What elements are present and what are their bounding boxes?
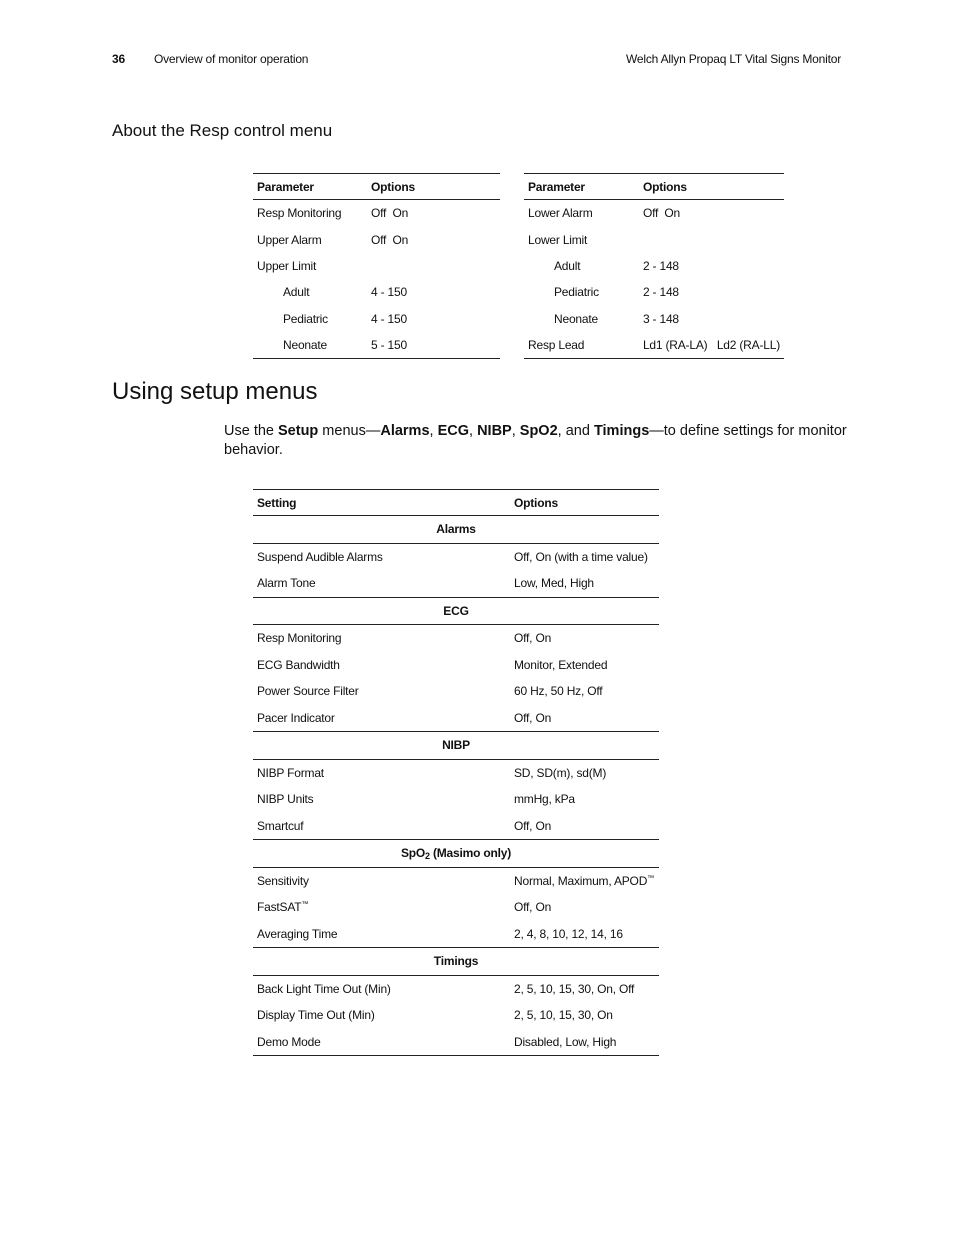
resp-menu-heading: About the Resp control menu xyxy=(112,121,333,140)
options-cell: Off On xyxy=(371,232,409,247)
options-cell: SD, SD(m), sd(M) xyxy=(514,765,607,780)
setting-cell: Power Source Filter xyxy=(257,684,359,699)
options-cell: Off On xyxy=(642,206,680,221)
intro-text: —to define settings for monitor behavior. xyxy=(224,423,847,458)
options-cell xyxy=(510,867,659,894)
intro-text: menus— xyxy=(318,423,381,439)
table-row xyxy=(253,543,659,570)
setup-menus-intro xyxy=(224,422,850,460)
column-header-options: Options xyxy=(639,174,784,200)
intro-spo2-term: SpO2 xyxy=(519,423,558,439)
table-row xyxy=(253,652,659,679)
intro-timings-term: Timings xyxy=(593,423,650,439)
intro-nibp-term: NIBP xyxy=(477,423,512,439)
options-cell: 2, 5, 10, 15, 30, On, Off xyxy=(514,981,635,996)
options-cell xyxy=(639,226,784,252)
table-row xyxy=(253,813,659,840)
setting-cell: Averaging Time xyxy=(257,926,338,941)
options-cell: 3 - 148 xyxy=(642,311,679,326)
setting-cell: Resp Monitoring xyxy=(257,631,342,646)
options-text: Normal, Maximum, APOD xyxy=(514,873,648,888)
section-title-timings: Timings xyxy=(253,948,659,976)
setup-menus-heading: Using setup menus xyxy=(112,378,318,405)
parameter-cell: Neonate xyxy=(554,311,598,326)
table-row xyxy=(253,200,500,227)
table-row xyxy=(253,1002,659,1029)
table-row xyxy=(524,253,784,279)
spo2-title-subscript: 2 xyxy=(425,850,430,861)
options-cell: 60 Hz, 50 Hz, Off xyxy=(514,684,603,699)
table-row xyxy=(524,200,784,227)
table-header-row xyxy=(253,174,500,200)
table-row xyxy=(253,226,500,252)
spo2-title-rest: (Masimo only) xyxy=(429,845,512,860)
resp-parameters-table-right xyxy=(524,173,784,359)
options-cell: Off, On xyxy=(514,900,552,915)
options-cell: 2, 5, 10, 15, 30, On xyxy=(514,1008,613,1023)
options-cell: Off, On (with a time value) xyxy=(514,549,648,564)
setting-cell: Back Light Time Out (Min) xyxy=(257,981,391,996)
table-row xyxy=(253,975,659,1002)
table-row xyxy=(253,279,500,305)
intro-text: , xyxy=(429,423,438,439)
parameter-cell: Upper Alarm xyxy=(257,232,322,247)
setting-cell: Alarm Tone xyxy=(257,576,316,591)
setting-cell: Smartcuf xyxy=(257,818,304,833)
intro-ecg-term: ECG xyxy=(437,423,469,439)
options-cell: 2, 4, 8, 10, 12, 14, 16 xyxy=(514,926,623,941)
options-cell: Off On xyxy=(371,206,409,221)
section-row-nibp xyxy=(253,732,659,760)
section-row-spo2 xyxy=(253,840,659,868)
table-row xyxy=(253,678,659,705)
table-row xyxy=(524,226,784,252)
table-row xyxy=(253,867,659,894)
column-header-parameter: Parameter xyxy=(524,174,639,200)
parameter-cell: Adult xyxy=(554,258,581,273)
intro-text: , xyxy=(469,423,478,439)
table-header-row xyxy=(524,174,784,200)
spo2-title-main: SpO xyxy=(400,845,426,860)
setting-cell: Suspend Audible Alarms xyxy=(257,549,383,564)
table-row xyxy=(253,1029,659,1056)
table-row xyxy=(524,306,784,332)
table-row xyxy=(253,921,659,948)
parameter-cell: Adult xyxy=(283,285,310,300)
setting-cell: ECG Bandwidth xyxy=(257,657,340,672)
parameter-cell: Lower Alarm xyxy=(528,206,593,221)
options-cell: 2 - 148 xyxy=(642,258,679,273)
column-header-options: Options xyxy=(510,490,659,516)
parameter-cell: Upper Limit xyxy=(257,258,317,273)
options-cell: Disabled, Low, High xyxy=(510,1029,659,1056)
parameter-cell: Resp Monitoring xyxy=(257,206,342,221)
table-row xyxy=(524,332,784,359)
options-cell: Off, On xyxy=(514,710,552,725)
table-row xyxy=(253,332,500,359)
setting-cell: Display Time Out (Min) xyxy=(257,1008,375,1023)
column-header-setting: Setting xyxy=(253,490,510,516)
section-row-alarms xyxy=(253,516,659,544)
options-cell: 5 - 150 xyxy=(367,332,500,359)
setting-cell: Sensitivity xyxy=(257,873,309,888)
intro-setup-term: Setup xyxy=(278,423,319,439)
section-name: Overview of monitor operation xyxy=(154,52,309,66)
table-row xyxy=(253,306,500,332)
parameter-cell: Resp Lead xyxy=(524,332,639,359)
options-cell: mmHg, kPa xyxy=(514,792,575,807)
options-cell: Monitor, Extended xyxy=(514,657,608,672)
setting-cell xyxy=(253,894,510,921)
column-header-parameter: Parameter xyxy=(253,174,367,200)
options-cell: Low, Med, High xyxy=(514,576,594,591)
options-cell: 4 - 150 xyxy=(371,311,407,326)
setting-cell: Pacer Indicator xyxy=(257,710,335,725)
intro-alarms-term: Alarms xyxy=(380,423,430,439)
intro-text: Use the xyxy=(224,423,278,439)
section-title-alarms: Alarms xyxy=(253,516,659,544)
table-row xyxy=(253,705,659,732)
options-cell: Off, On xyxy=(514,818,552,833)
setting-cell: Demo Mode xyxy=(253,1029,510,1056)
table-row xyxy=(253,570,659,597)
section-title-nibp: NIBP xyxy=(253,732,659,760)
intro-text: , xyxy=(511,423,520,439)
table-row xyxy=(253,625,659,652)
setting-cell: NIBP Format xyxy=(257,765,324,780)
table-row xyxy=(253,786,659,813)
setup-menus-table xyxy=(253,489,659,1056)
parameter-cell: Pediatric xyxy=(283,311,328,326)
table-header-row xyxy=(253,490,659,516)
table-row xyxy=(253,894,659,921)
options-cell: Ld1 (RA-LA) Ld2 (RA-LL) xyxy=(639,332,784,359)
section-title-ecg: ECG xyxy=(253,597,659,625)
setting-text: FastSAT xyxy=(257,900,302,915)
table-row xyxy=(253,759,659,786)
options-cell: Off, On xyxy=(514,631,552,646)
page-number: 36 xyxy=(112,52,125,66)
table-row xyxy=(524,279,784,305)
trademark-mark: ™ xyxy=(647,874,654,882)
document-title: Welch Allyn Propaq LT Vital Signs Monitor xyxy=(625,52,841,66)
intro-text: , and xyxy=(557,423,594,439)
options-cell: 4 - 150 xyxy=(371,285,407,300)
resp-parameters-table-left xyxy=(253,173,500,359)
column-header-options: Options xyxy=(367,174,500,200)
options-cell: 2 - 148 xyxy=(642,285,679,300)
options-cell xyxy=(367,253,500,279)
section-row-ecg xyxy=(253,597,659,625)
parameter-cell: Lower Limit xyxy=(528,232,588,247)
table-row xyxy=(253,253,500,279)
parameter-cell: Neonate xyxy=(253,332,367,359)
section-title-spo2 xyxy=(253,840,659,868)
trademark-mark: ™ xyxy=(301,901,309,909)
section-row-timings xyxy=(253,948,659,976)
setting-cell: NIBP Units xyxy=(257,792,314,807)
parameter-cell: Pediatric xyxy=(554,285,599,300)
